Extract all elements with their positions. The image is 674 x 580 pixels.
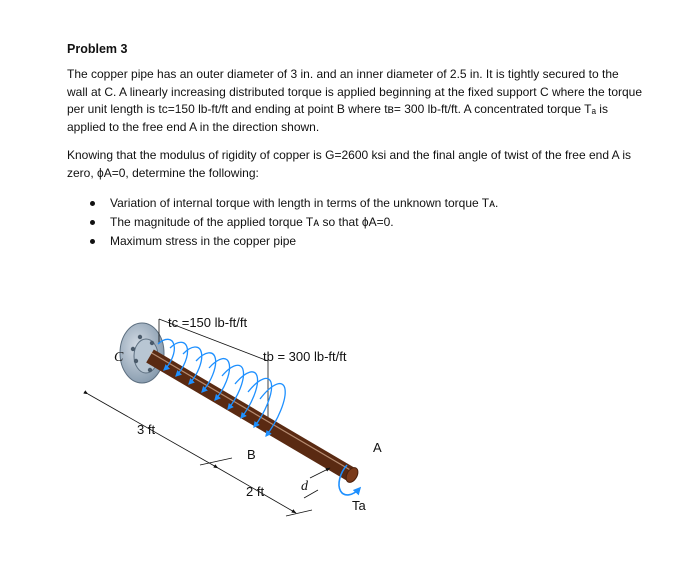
copper-pipe bbox=[150, 352, 360, 484]
task-item: Maximum stress in the copper pipe bbox=[90, 232, 498, 251]
problem-description: The copper pipe has an outer diameter of 3 in. and an inner diameter of 2.5 in. It is tightly secured to the wall at C. A linearly increasing distributed torque is applied beginning at the fixed support C where the torque per unit length is tᴄ=150 lb-ft/ft and ending at point B where tʙ= 300 lb-ft/ft. A concentrated torque Tₐ is applied to the free end A in the direction shown. bbox=[67, 67, 643, 134]
point-b-label: B bbox=[247, 447, 256, 462]
torque-ta-label: Ta bbox=[352, 498, 366, 513]
tc-label: tc =150 lb-ft/ft bbox=[168, 315, 248, 330]
given-conditions: Knowing that the modulus of rigidity of copper is G=2600 ksi and the final angle of twist of the free end A is zero, ϕA=0, determine the following: bbox=[67, 148, 632, 180]
diameter-label: d bbox=[301, 479, 308, 494]
dimension-lines bbox=[88, 394, 330, 516]
point-a-label: A bbox=[373, 440, 382, 455]
length-cb-label: 3 ft bbox=[137, 422, 156, 437]
task-item: The magnitude of the applied torque Tᴀ so that ϕA=0. bbox=[90, 213, 498, 232]
tb-label: tb = 300 lb-ft/ft bbox=[263, 349, 347, 364]
support-c-label: C bbox=[114, 350, 124, 365]
length-ba-label: 2 ft bbox=[246, 484, 265, 499]
problem-title: Problem 3 bbox=[67, 42, 128, 56]
task-item: Variation of internal torque with length in terms of the unknown torque Tᴀ. bbox=[90, 194, 498, 213]
